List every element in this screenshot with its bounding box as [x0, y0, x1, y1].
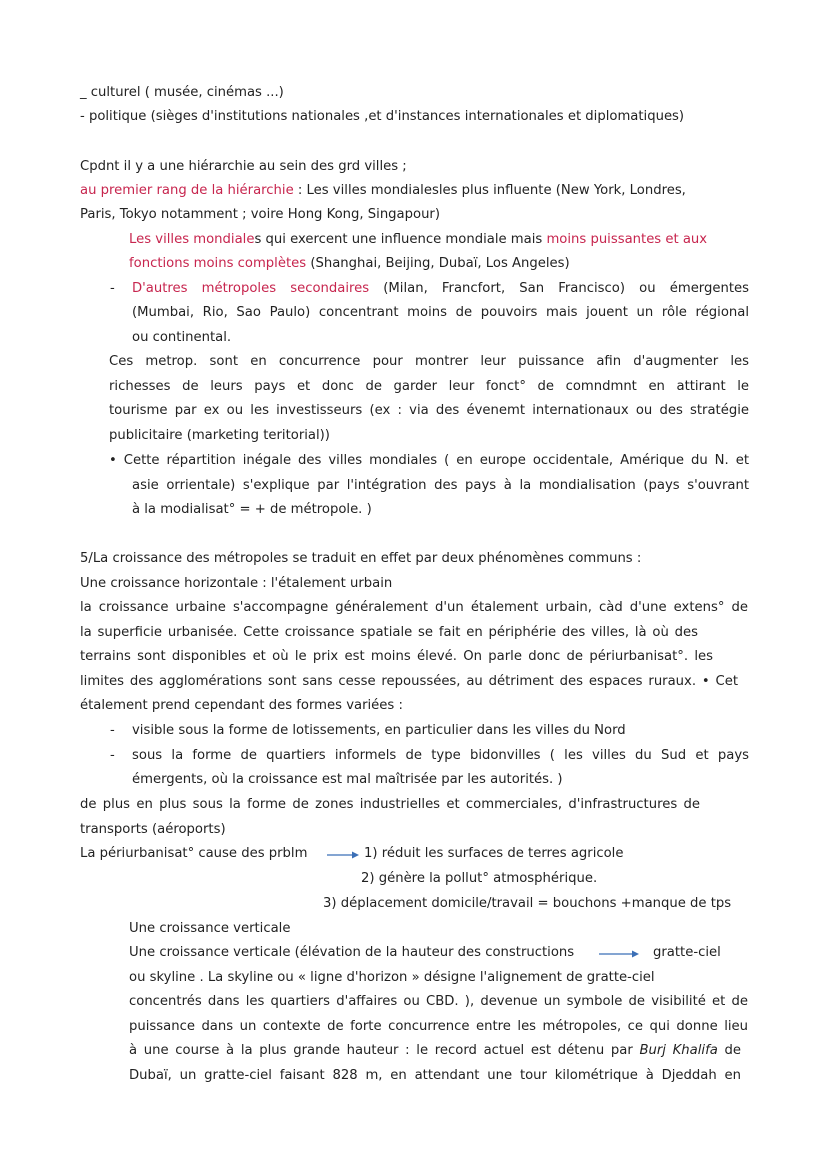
- text-line: (Mumbai, Rio, Sao Paulo) concentrant moins de pouvoirs mais jouent un rôle régional: [132, 305, 749, 320]
- highlight-text: au premier rang de la hiérarchie: [80, 183, 294, 198]
- highlight-text: Les villes mondiale: [129, 232, 255, 247]
- text-line: publicitaire (marketing teritorial)): [109, 428, 330, 443]
- text-line: sous la forme de quartiers informels de type bidonvilles ( les villes du Sud et pays: [132, 748, 749, 763]
- text-line: Paris, Tokyo notamment ; voire Hong Kong, Singapour): [80, 207, 440, 222]
- text-line: • Cette répartition inégale des villes mondiales ( en europe occidentale, Amérique du N. et: [109, 453, 749, 468]
- text-line: _ culturel ( musée, cinémas ...): [80, 85, 284, 100]
- text-line: 1) réduit les surfaces de terres agricole: [364, 846, 624, 861]
- text-line: Cpdnt il y a une hiérarchie au sein des grd villes ;: [80, 159, 407, 174]
- text-line: la superficie urbanisée. Cette croissance spatiale se fait en périphérie des villes, là où des: [80, 625, 698, 640]
- arrow-right-icon: [326, 849, 360, 861]
- subheading: Une croissance verticale: [129, 921, 291, 936]
- text-line: 2) génère la pollut° atmosphérique.: [361, 871, 598, 886]
- section-heading: 5/La croissance des métropoles se traduit en effet par deux phénomènes communs :: [80, 551, 642, 566]
- text-line: de plus en plus sous la forme de zones industrielles et commerciales, d'infrastructures de: [80, 797, 700, 812]
- text-span: : Les villes mondialesles plus influente (New York, Londres,: [293, 183, 686, 198]
- list-dash: -: [110, 281, 115, 296]
- list-dash: -: [110, 723, 115, 738]
- text-line: limites des agglomérations sont sans cesse repoussées, au détriment des espaces ruraux. • Cet: [80, 674, 738, 689]
- text-line: terrains sont disponibles et où le prix est moins élevé. On parle donc de périurbanisat°. les: [80, 649, 713, 664]
- text-line: Une croissance verticale (élévation de la hauteur des constructions: [129, 945, 575, 960]
- highlight-text: moins puissantes et aux: [546, 232, 708, 247]
- text-line: [129, 1042, 741, 1060]
- text-line: ou continental.: [132, 330, 232, 345]
- text-line: ou skyline . La skyline ou « ligne d'horizon » désigne l'alignement de gratte-ciel: [129, 970, 655, 985]
- text-line: visible sous la forme de lotissements, en particulier dans les villes du Nord: [132, 723, 626, 738]
- text-line: [129, 255, 570, 273]
- text-span: de: [717, 1043, 741, 1058]
- text-line: la croissance urbaine s'accompagne généralement d'un étalement urbain, càd d'une extens° de: [80, 600, 748, 615]
- text-line: gratte-ciel: [653, 945, 721, 960]
- text-span: s qui exercent une influence mondiale mais: [254, 232, 547, 247]
- highlight-text: fonctions moins complètes: [129, 256, 307, 271]
- text-line: Ces metrop. sont en concurrence pour montrer leur puissance afin d'augmenter les: [109, 354, 749, 369]
- arrow-right-icon: [598, 948, 640, 960]
- text-line: concentrés dans les quartiers d'affaires ou CBD. ), devenue un symbole de visibilité et de: [129, 994, 748, 1009]
- text-line: à la modialisat° = + de métropole. ): [132, 502, 372, 517]
- emphasis-text: Burj Khalifa: [639, 1043, 718, 1058]
- text-line: 3) déplacement domicile/travail = bouchons +manque de tps: [323, 896, 732, 911]
- text-line: - politique (sièges d'institutions nationales ,et d'instances internationales et diplomatiques): [80, 109, 685, 124]
- text-line: étalement prend cependant des formes variées :: [80, 698, 403, 713]
- text-line: asie orrientale) s'explique par l'intégration des pays à la mondialisation (pays s'ouvrant: [132, 478, 749, 493]
- list-dash: -: [110, 748, 115, 763]
- text-line: [129, 231, 707, 249]
- text-line: [80, 182, 686, 200]
- text-span: (Milan, Francfort, San Francisco) ou émergentes: [369, 281, 749, 296]
- text-line: [132, 280, 749, 298]
- text-line: tourisme par ex ou les investisseurs (ex : via des évenemt internationaux ou des stratégie: [109, 403, 749, 418]
- text-span: (Shanghai, Beijing, Dubaï, Los Angeles): [306, 256, 570, 271]
- text-line: Dubaï, un gratte-ciel faisant 828 m, en attendant une tour kilométrique à Djeddah en: [129, 1068, 741, 1083]
- text-line: transports (aéroports): [80, 822, 226, 837]
- text-span: à une course à la plus grande hauteur : le record actuel est détenu par: [129, 1043, 640, 1058]
- text-line: richesses de leurs pays et donc de garder leur fonct° de comndmnt en attirant le: [109, 379, 749, 394]
- text-line: La périurbanisat° cause des prblm: [80, 846, 308, 861]
- subheading: Une croissance horizontale : l'étalement urbain: [80, 576, 393, 591]
- highlight-text: D'autres métropoles secondaires: [132, 281, 370, 296]
- text-line: puissance dans un contexte de forte concurrence entre les métropoles, ce qui donne lieu: [129, 1019, 748, 1034]
- text-line: émergents, où la croissance est mal maîtrisée par les autorités. ): [132, 772, 563, 787]
